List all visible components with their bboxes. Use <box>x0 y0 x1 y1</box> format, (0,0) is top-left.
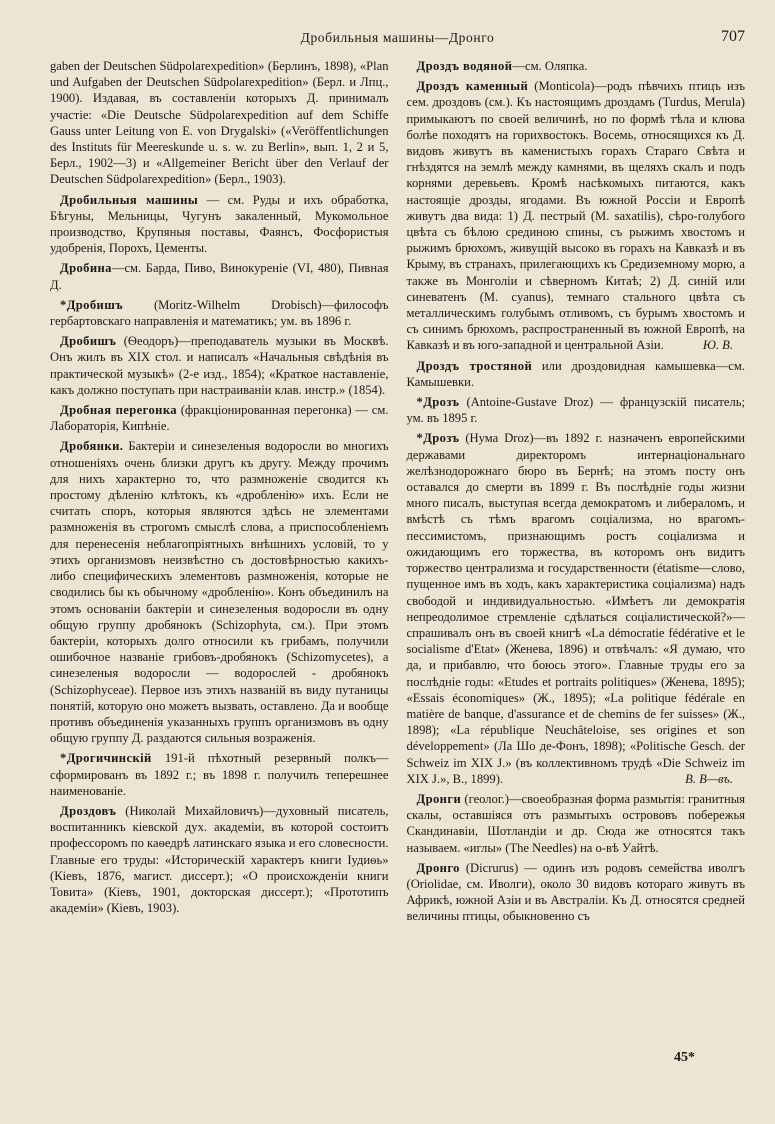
dictionary-entry <box>50 803 389 916</box>
dictionary-entry <box>407 358 746 390</box>
dictionary-entry <box>407 791 746 856</box>
dictionary-entry <box>407 430 746 786</box>
entry-text: Бактеріи и синезеленыя водоросли во многихъ отношеніяхъ очень близки другъ къ другу. Между прочимъ для нихъ характерно то, что размноженіе сводится къ простому дѣленію клѣтокъ, къ «дробленію» ихъ. Если не считать споръ, которыя являются здѣсь не элементами размноженія въ строгомъ смыслѣ слова, а приспособленіемъ для перенесенія неблагопріятныхъ внѣшнихъ условій, то у этихъ организмовъ неизвѣстно съ достовѣрностью какихъ-либо специфическихъ элементовъ размноженія, которые не сводились бы къ обычному «дробленію». Конъ объединилъ на этомъ основаніи бактеріи и синезеленыя водоросли въ одну общую группу дробянокъ (Schizophyta, см.). При этомъ бактеріи, которыхъ долго относили къ грибамъ, получили ошибочное названіе грибовъ-дробянокъ (Schizomycetes), а синезеленыя водоросли — водорослей - дробянокъ (Schizophyceae). Первое изъ этихъ названій въ виду путаницы понятій, которую оно можетъ вызвать, оставлено. Да и вообще противъ объединенія указанныхъ группъ организмовъ въ одну общую группу Д. раздаются сильныя возраженія. <box>50 439 389 746</box>
entry-text: (Moritz-Wilhelm Drobisch)—философъ гербартовскаго направленія и математикъ; ум. въ 1896 г. <box>50 297 389 329</box>
entry-headword: Дроздъ тростяной <box>416 358 533 373</box>
author-signature: В. В—въ. <box>685 771 733 786</box>
page-number: 707 <box>721 28 745 45</box>
author-signature: Ю. В. <box>702 338 733 353</box>
entry-text: (Нума Droz)—въ 1892 г. назначенъ европейскими державами директоромъ интернаціональнаго желѣзнодорожнаго бюро въ Бернѣ; на этомъ посту онъ оставался до смерти въ 1899 г. Въ послѣдніе годы жизни много писалъ, выступая всегда демократомъ и либераломъ, и вмѣстѣ съ тѣмъ врагомъ соціализма, но врагомъ-пессимистомъ, признающимъ ростъ соціализма и ожидающимъ его торжества, въ которомъ онъ видитъ торжество централизма и государственности (étatisme—слово, пущенное имъ въ ходъ, какъ характеристика соціализма) надъ свободой и индивидуальностью. «Имѣетъ ли демократія непреодолимое стремленіе сдѣлаться соціалистической?»—спрашивалъ онъ въ своей книгѣ «La démocratie fédérative et le socialisme d'Etat» (Женева, 1896) и отвѣчалъ: «Я думаю, что да, и прибавлю, что боюсь этого». Главные труды его за послѣдніе годы: «Etudes et portraits politiques» (Женева, 1895); «Essais économiques» (Ж., 1895); «La politique fédérale en matière de banque, d'assurance et de chemins de fer suisses» (Ж., 1898); «La république Neuchâteloise, ses origines et son développement» (Ла Шо де-Фонъ, 1898); «Politische Gesch. der Schweiz im XIX J.» (въ коллективномъ трудѣ «Die Schweiz im XIX J.», B., 1899). <box>406 431 745 786</box>
dictionary-entry <box>50 438 389 746</box>
entry-text: (геолог.)—своеобразная форма размытія: гранитныя скалы, оставшіяся отъ размытыхъ острововъ побережья Скандинавіи, Шотландіи и др. Сюда же относятся такъ называем. «иглы» (The Needles) на о-вѣ Уайтѣ. <box>406 791 745 855</box>
dictionary-entry <box>50 333 389 398</box>
entry-headword: Дробишъ <box>60 334 117 349</box>
dictionary-entry <box>50 260 389 292</box>
entry-text: или дроздовидная камышевка—см. Камышевки. <box>406 358 745 389</box>
dictionary-entry <box>50 750 389 799</box>
entry-headword: Дроздовъ <box>60 803 117 818</box>
dictionary-entry <box>50 192 389 257</box>
entry-text: 191-й пѣхотный резервный полкъ—сформированъ въ 1892 г.; въ 1898 г. получилъ теперешнее наименованіе. <box>50 751 389 798</box>
dictionary-entry <box>407 58 746 74</box>
entry-text: (Monticola)—родъ пѣвчихъ птицъ изъ сем. дроздовъ (см.). Къ настоящимъ дроздамъ (Turdus, Merula) примыкаютъ по своей величинѣ, но по формѣ тѣла и клюва болѣе походятъ на горихвостокъ. Восемь, относящихся къ Д. видовъ живутъ въ каменистыхъ горахъ Стараго Свѣта и гнѣздятся на землѣ между камнями, въ щеляхъ скалъ и подъ корнями деревьевъ. Кромѣ насѣкомыхъ питаются, какъ настоящіе дрозды, ягодами. Въ южной Россіи и Европѣ живутъ два вида: 1) Д. пестрый (M. saxatilis), сѣро-голубого цвѣта съ бѣлою срединою спины, съ рыжимъ хвостомъ и рыжимъ брюхомъ, живущій высоко въ горахъ на Кавказѣ и въ Крыму, въ странахъ, прилегающихъ къ Средиземному морю, а также въ Монголіи и сѣверномъ Китаѣ; 2) Д. синій или синеватенъ (M. cyanus), темнаго стального цвѣта съ металлическимъ голубымъ отливомъ, съ бурымъ хвостомъ и съ синимъ брюхомъ, распространенный въ южной Европѣ, на Кавказѣ и въ юго-западной и центральной Азіи. <box>406 79 745 353</box>
entry-text: gaben der Deutschen Südpolarexpedition» (Берлинъ, 1898), «Plan und Aufgaben der Deutschen Südpolarexpedition» (Берл. и Лпц., 1900). Издавая, въ составленіи которыхъ Д. принималъ участіе: «Die Deutsche Südpolarexpedition auf dem Schiffe Gauss unter Leitung von E. von Drygalski» («Veröffentlichungen des Instituts für Meereskunde u. s. w. zu Berlin», вып. 1, 2 и 5, Берл., 1902—3) и «Allgemeiner Bericht über den Verlauf der Deutschen Südpolarexpedition» (Берл., 1903). <box>50 59 389 187</box>
entry-headword: Дронго <box>416 860 460 875</box>
dictionary-entry <box>50 402 389 434</box>
entry-text: (Dicrurus) — одинъ изъ родовъ семейства иволгъ (Oriolidae, см. Иволги), около 30 видовъ котораго живутъ въ Африкѣ, южной Азіи и въ Австраліи. Къ Д. относятся средней величины птицы, обыкновенно съ <box>406 860 745 924</box>
entry-headword: Дробянки. <box>60 439 124 454</box>
dictionary-entry <box>407 78 746 353</box>
text-columns <box>50 58 745 929</box>
entry-text: (фракціонированная перегонка) — см. Лабораторія, Кипѣніе. <box>50 403 389 434</box>
entry-headword: *Дрозъ <box>416 395 460 410</box>
entry-text: (Antoine-Gustave Droz) — французскій писатель; ум. въ 1895 г. <box>406 395 745 426</box>
entry-headword: *Дрогичинскій <box>60 751 152 766</box>
entry-headword: *Дробишъ <box>60 297 123 312</box>
page-header <box>50 28 745 52</box>
sheet-signature-mark: 45* <box>674 1050 695 1065</box>
entry-headword: *Дрозъ <box>416 431 460 446</box>
left-column <box>50 58 389 929</box>
entry-text: —см. Барда, Пиво, Винокуреніе (VI, 480), Пивная Д. <box>50 261 389 292</box>
entry-text: (Николай Михайловичъ)—духовный писатель, воспитанникъ кіевской дух. академіи, въ которой состоитъ профессоромъ по каѳедрѣ латинскаго языка и его словесности. Главные его труды: «Историческій характеръ книги Іудиѳь» (Кіевъ, 1876, магист. диссерт.); «О происхожденіи книги Товита» (Кіевъ, 1901, докторская диссерт.); «Прототипъ академіи» (Кіевъ, 1903). <box>50 803 389 916</box>
entry-headword: Дронги <box>416 791 462 806</box>
right-column <box>407 58 746 929</box>
dictionary-entry <box>407 860 746 925</box>
entry-headword: Дроздъ водяной <box>416 59 513 73</box>
entry-headword: Дроздъ каменный <box>416 79 529 94</box>
entry-text: —см. Оляпка. <box>512 59 588 73</box>
entry-headword: Дробильныя машины <box>60 192 199 207</box>
dictionary-entry <box>50 297 389 329</box>
entry-text: — см. Руды и ихъ обработка, Бѣгуны, Мельницы, Чугунъ закаленный, Мукомольное производство, Крупяныя поставы, Фаянсъ, Фосфористыя удобренія, Порохъ, Цементы. <box>50 192 389 256</box>
dictionary-entry <box>407 394 746 426</box>
entry-headword: Дробная перегонка <box>60 403 177 418</box>
dictionary-entry <box>50 58 389 188</box>
entry-text: (Ѳеодоръ)—преподаватель музыки въ Москвѣ. Онъ жилъ въ XIX стол. и написалъ «Начальныя свѣдѣнія въ практической музыкѣ» (2-е изд., 1854); «Краткое наставленіе, какъ должно поступать при настраиваніи клав. инстр.» (1854). <box>50 334 389 397</box>
entry-headword: Дробина <box>60 261 112 276</box>
running-title: Дробильныя машины—Дронго <box>300 30 495 45</box>
